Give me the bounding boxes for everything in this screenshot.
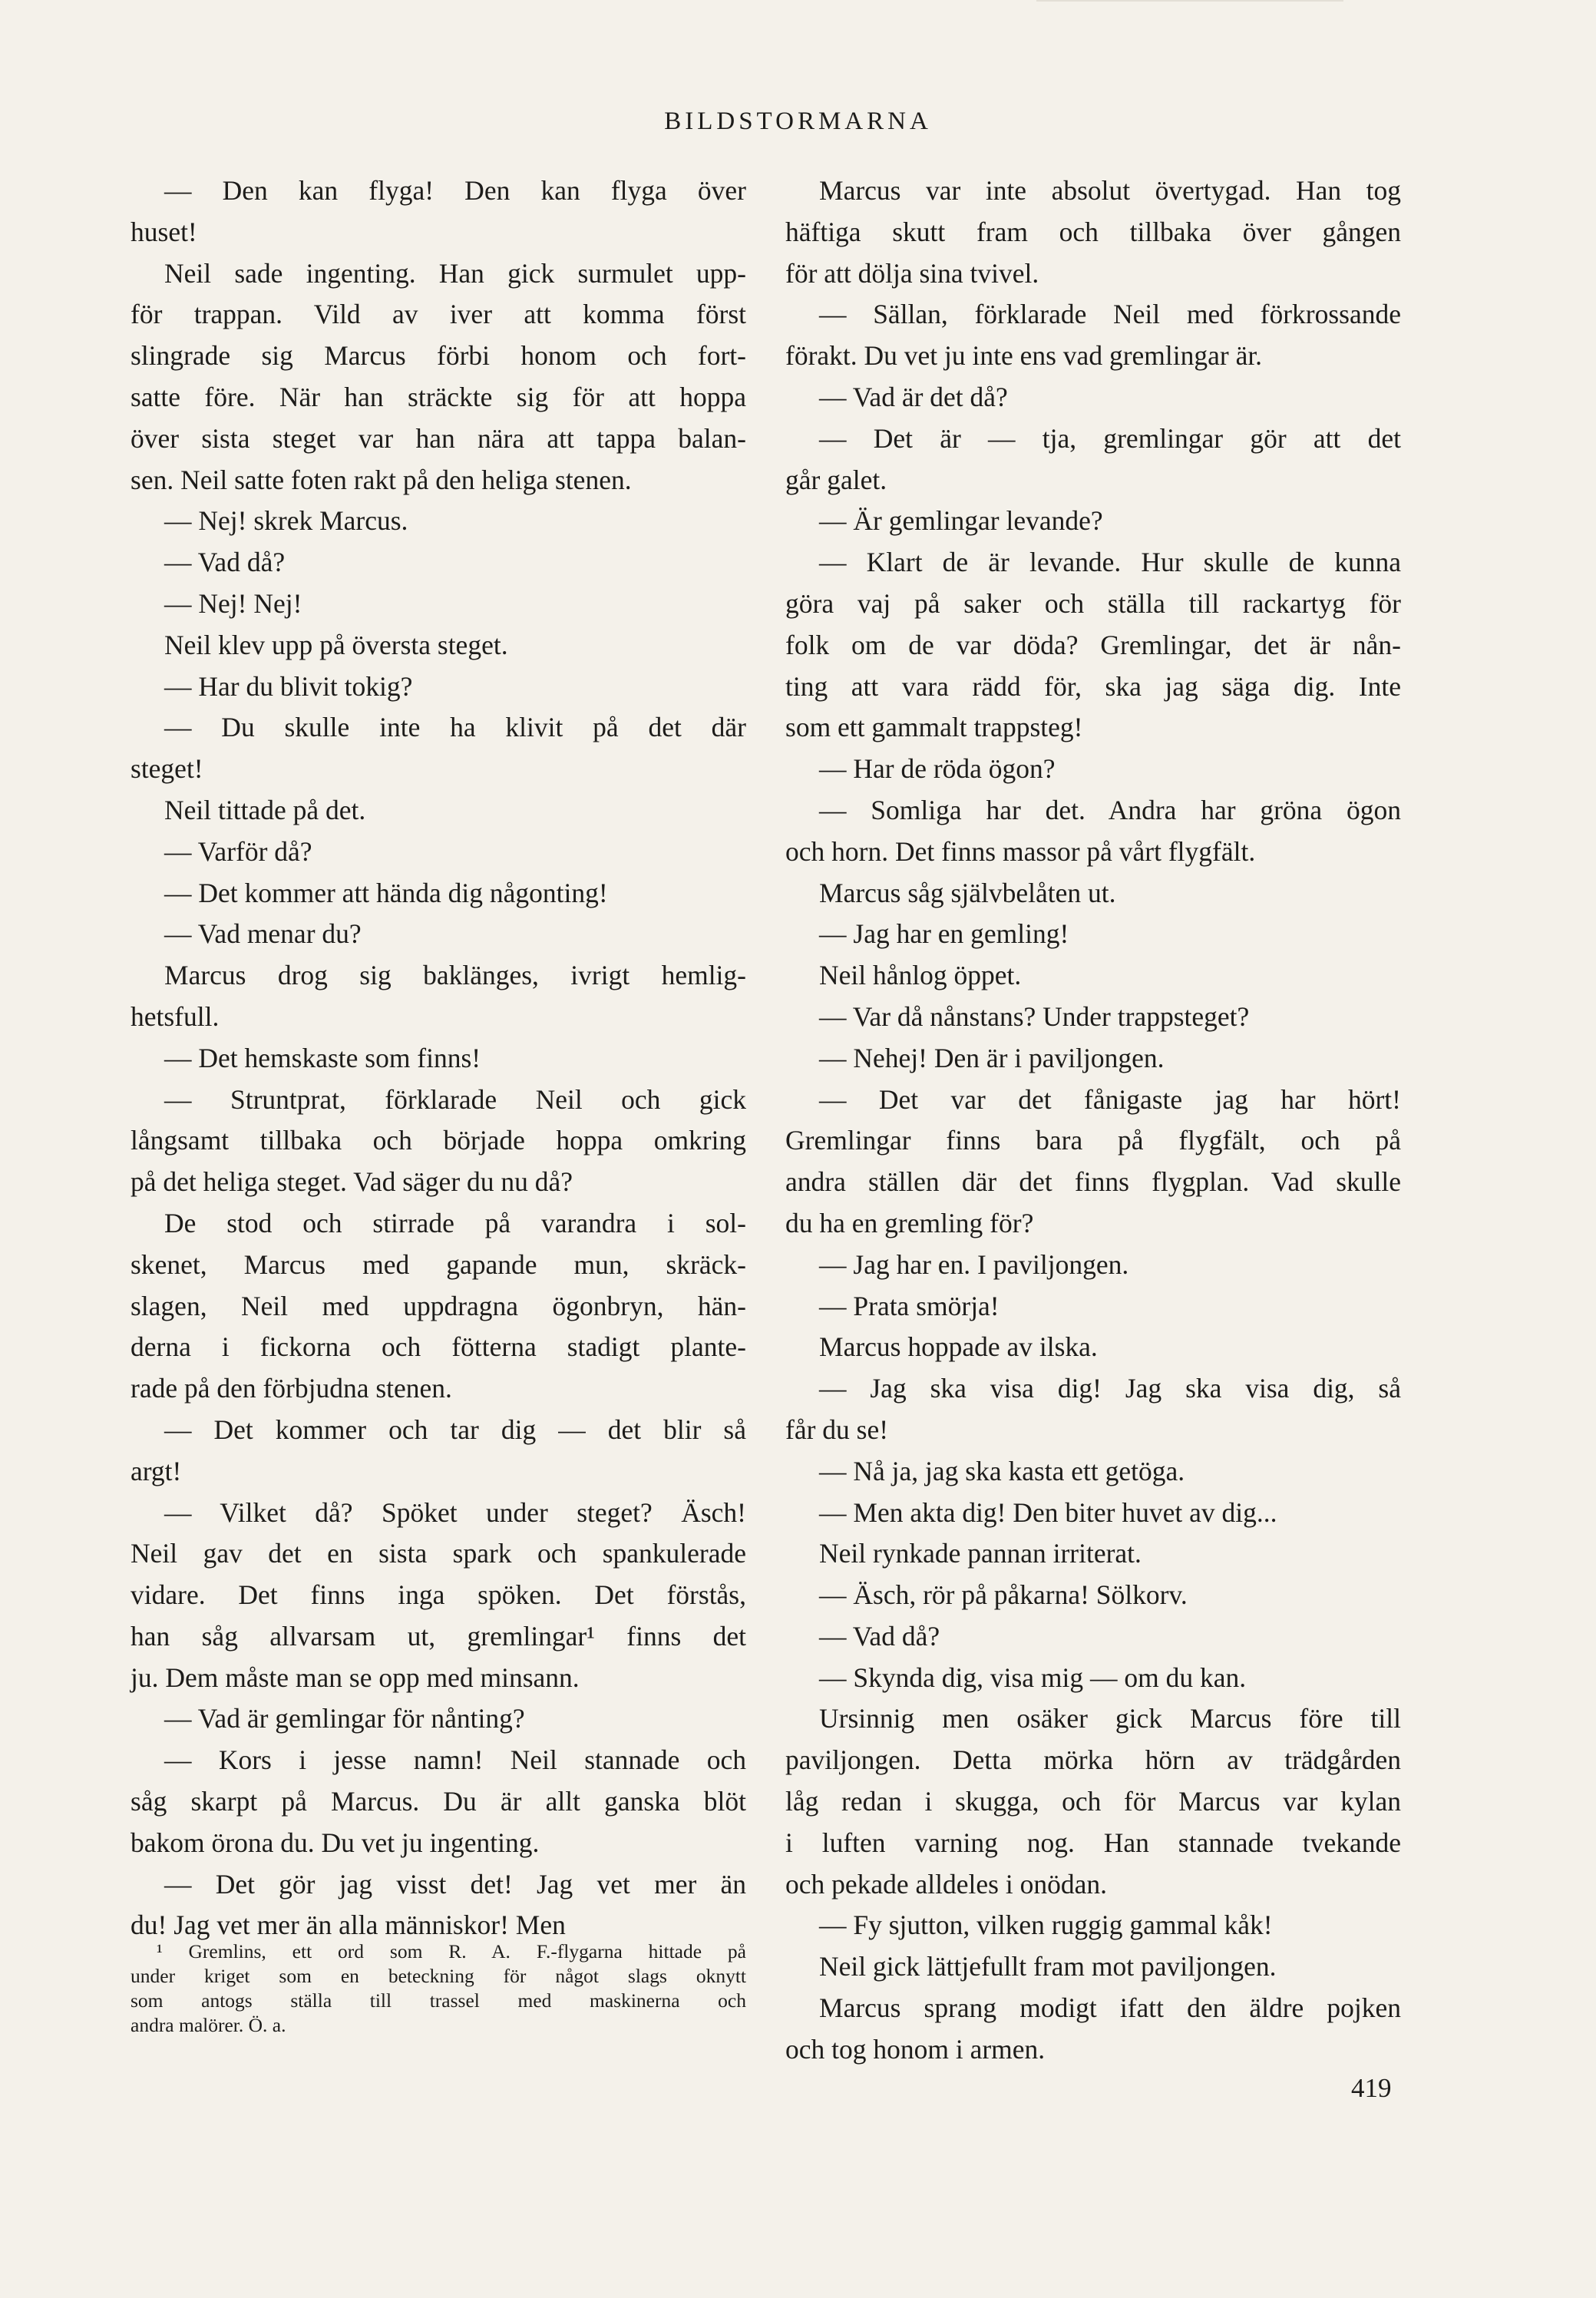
text-line: — Vilket då? Spöket under steget? Äsch!	[164, 1496, 746, 1528]
text-line: — Är gemlingar levande?	[819, 505, 1103, 537]
text-line: för att dölja sina tvivel.	[785, 257, 1039, 289]
text-line: Marcus var inte absolut övertygad. Han tog	[819, 175, 1401, 206]
text-line: Marcus sprang modigt ifatt den äldre pojken	[819, 1992, 1401, 2024]
text-line: för trappan. Vild av iver att komma först	[131, 299, 746, 330]
text-line: — Nej! skrek Marcus.	[164, 505, 408, 537]
left-column	[131, 170, 746, 1946]
text-line: Gremlingar finns bara på flygfält, och på	[785, 1125, 1401, 1156]
footnote	[131, 1939, 746, 2038]
text-line: — Fy sjutton, vilken ruggig gammal kåk!	[819, 1909, 1273, 1941]
text-line: ju. Dem måste man se opp med minsann.	[131, 1662, 580, 1693]
text-line: i luften varning nog. Han stannade tvekande	[785, 1827, 1401, 1858]
text-line: Ursinnig men osäker gick Marcus före till	[819, 1703, 1401, 1734]
text-line: häftiga skutt fram och tillbaka över gången	[785, 216, 1401, 247]
text-line: — Vad är gemlingar för nånting?	[164, 1703, 525, 1734]
text-line: Marcus hoppade av ilska.	[819, 1331, 1098, 1363]
text-line: — Vad menar du?	[164, 918, 362, 950]
text-line: går galet.	[785, 464, 887, 495]
text-line: förakt. Du vet ju inte ens vad gremlingar är.	[785, 340, 1263, 372]
text-line: och pekade alldeles i onödan.	[785, 1868, 1107, 1900]
text-line: du ha en gremling för?	[785, 1207, 1034, 1238]
text-line: göra vaj på saker och ställa till rackartyg för	[785, 587, 1401, 619]
text-line: — Den kan flyga! Den kan flyga över	[164, 175, 746, 206]
text-line: paviljongen. Detta mörka hörn av trädgården	[785, 1744, 1401, 1776]
footnote-line: andra malörer. Ö. a.	[131, 2014, 286, 2036]
text-line: Neil tittade på det.	[164, 794, 366, 825]
text-line: över sista steget var han nära att tappa balan-	[131, 422, 746, 454]
text-line: — Jag har en gemling!	[819, 918, 1069, 950]
text-line: — Det kommer och tar dig — det blir så	[164, 1414, 746, 1445]
text-line: huset!	[131, 216, 197, 247]
text-line: — Det hemskaste som finns!	[164, 1042, 481, 1073]
text-line: — Du skulle inte ha klivit på det där	[164, 712, 746, 743]
text-line: slingrade sig Marcus förbi honom och fort-	[131, 340, 746, 372]
text-line: — Nehej! Den är i paviljongen.	[819, 1042, 1165, 1073]
text-line: steget!	[131, 753, 203, 785]
footnote-line: som antogs ställa till trassel med maskinerna och	[131, 1989, 746, 2012]
right-column	[785, 170, 1401, 2071]
text-line: låg redan i skugga, och för Marcus var kylan	[785, 1786, 1401, 1817]
text-line: på det heliga steget. Vad säger du nu då?	[131, 1166, 573, 1198]
text-line: — Äsch, rör på påkarna! Sölkorv.	[819, 1579, 1188, 1611]
text-line: — Klart de är levande. Hur skulle de kunna	[819, 547, 1401, 578]
footnote-line: under kriget som en beteckning för något slags oknytt	[131, 1965, 746, 1987]
text-line: Marcus såg självbelåten ut.	[819, 877, 1116, 908]
text-line: — Vad är det då?	[819, 381, 1008, 412]
text-line: — Varför då?	[164, 835, 312, 867]
text-line: satte före. När han sträckte sig för att hoppa	[131, 381, 746, 412]
text-line: argt!	[131, 1455, 182, 1486]
text-line: ting att vara rädd för, ska jag säga dig. Inte	[785, 670, 1401, 702]
footnote-line: ¹ Gremlins, ett ord som R. A. F.-flygarna hittade på	[157, 1940, 746, 1962]
text-line: — Det gör jag visst det! Jag vet mer än	[164, 1868, 746, 1900]
text-line: vidare. Det finns inga spöken. Det förstås,	[131, 1579, 746, 1611]
text-line: — Har du blivit tokig?	[164, 670, 413, 702]
text-line: — Jag ska visa dig! Jag ska visa dig, så	[819, 1373, 1401, 1404]
text-line: — Det kommer att hända dig någonting!	[164, 877, 608, 908]
text-line: hetsfull.	[131, 1000, 220, 1032]
text-line: — Jag har en. I paviljongen.	[819, 1248, 1129, 1280]
text-line: — Har de röda ögon?	[819, 753, 1056, 785]
text-line: Neil gav det en sista spark och spankulerade	[131, 1538, 746, 1569]
text-line: — Vad då?	[164, 547, 286, 578]
text-line: du! Jag vet mer än alla människor! Men	[131, 1909, 566, 1941]
text-line: får du se!	[785, 1414, 889, 1445]
text-line: — Nej! Nej!	[164, 587, 302, 619]
text-line: Neil rynkade pannan irriterat.	[819, 1538, 1142, 1569]
text-line: — Prata smörja!	[819, 1290, 1000, 1321]
text-line: som ett gammalt trappsteg!	[785, 712, 1083, 743]
text-line: — Var då nånstans? Under trappsteget?	[819, 1000, 1250, 1032]
text-line: andra ställen där det finns flygplan. Vad skulle	[785, 1166, 1401, 1198]
text-line: De stod och stirrade på varandra i sol-	[164, 1207, 746, 1238]
text-line: — Vad då?	[819, 1620, 940, 1652]
text-line: — Kors i jesse namn! Neil stannade och	[164, 1744, 746, 1776]
text-line: långsamt tillbaka och började hoppa omkring	[131, 1125, 746, 1156]
text-line: rade på den förbjudna stenen.	[131, 1373, 452, 1404]
text-line: Neil sade ingenting. Han gick surmulet upp-	[164, 257, 746, 289]
text-line: folk om de var döda? Gremlingar, det är nån-	[785, 629, 1401, 660]
text-line: skenet, Marcus med gapande mun, skräck-	[131, 1248, 746, 1280]
text-line: Marcus drog sig baklänges, ivrigt hemlig-	[164, 960, 746, 991]
text-line: — Men akta dig! Den biter huvet av dig...	[819, 1496, 1277, 1528]
text-line: såg skarpt på Marcus. Du är allt ganska blöt	[131, 1786, 746, 1817]
text-line: — Skynda dig, visa mig — om du kan.	[819, 1662, 1247, 1693]
text-line: och horn. Det finns massor på vårt flygfält.	[785, 835, 1256, 867]
text-line: — Det är — tja, gremlingar gör att det	[819, 422, 1401, 454]
text-line: han såg allvarsam ut, gremlingar¹ finns det	[131, 1620, 746, 1652]
top-edge-mark	[1036, 0, 1343, 2]
text-line: sen. Neil satte foten rakt på den heliga stenen.	[131, 464, 632, 495]
text-line: — Sällan, förklarade Neil med förkrossande	[819, 299, 1401, 330]
running-header: BILDSTORMARNA	[664, 107, 932, 135]
page-number: 419	[1351, 2073, 1392, 2103]
text-line: bakom örona du. Du vet ju ingenting.	[131, 1827, 540, 1858]
text-line: — Det var det fånigaste jag har hört!	[819, 1083, 1401, 1115]
text-line: Neil gick lättjefullt fram mot paviljongen.	[819, 1951, 1277, 1982]
text-line: Neil klev upp på översta steget.	[164, 629, 508, 660]
text-line: — Somliga har det. Andra har gröna ögon	[819, 794, 1401, 825]
text-line: slagen, Neil med uppdragna ögonbryn, hän-	[131, 1290, 746, 1321]
text-line: derna i fickorna och fötterna stadigt plante-	[131, 1331, 746, 1363]
text-line: Neil hånlog öppet.	[819, 960, 1022, 991]
text-line: och tog honom i armen.	[785, 2033, 1046, 2065]
text-line: — Struntprat, förklarade Neil och gick	[164, 1083, 746, 1115]
text-line: — Nå ja, jag ska kasta ett getöga.	[819, 1455, 1185, 1486]
